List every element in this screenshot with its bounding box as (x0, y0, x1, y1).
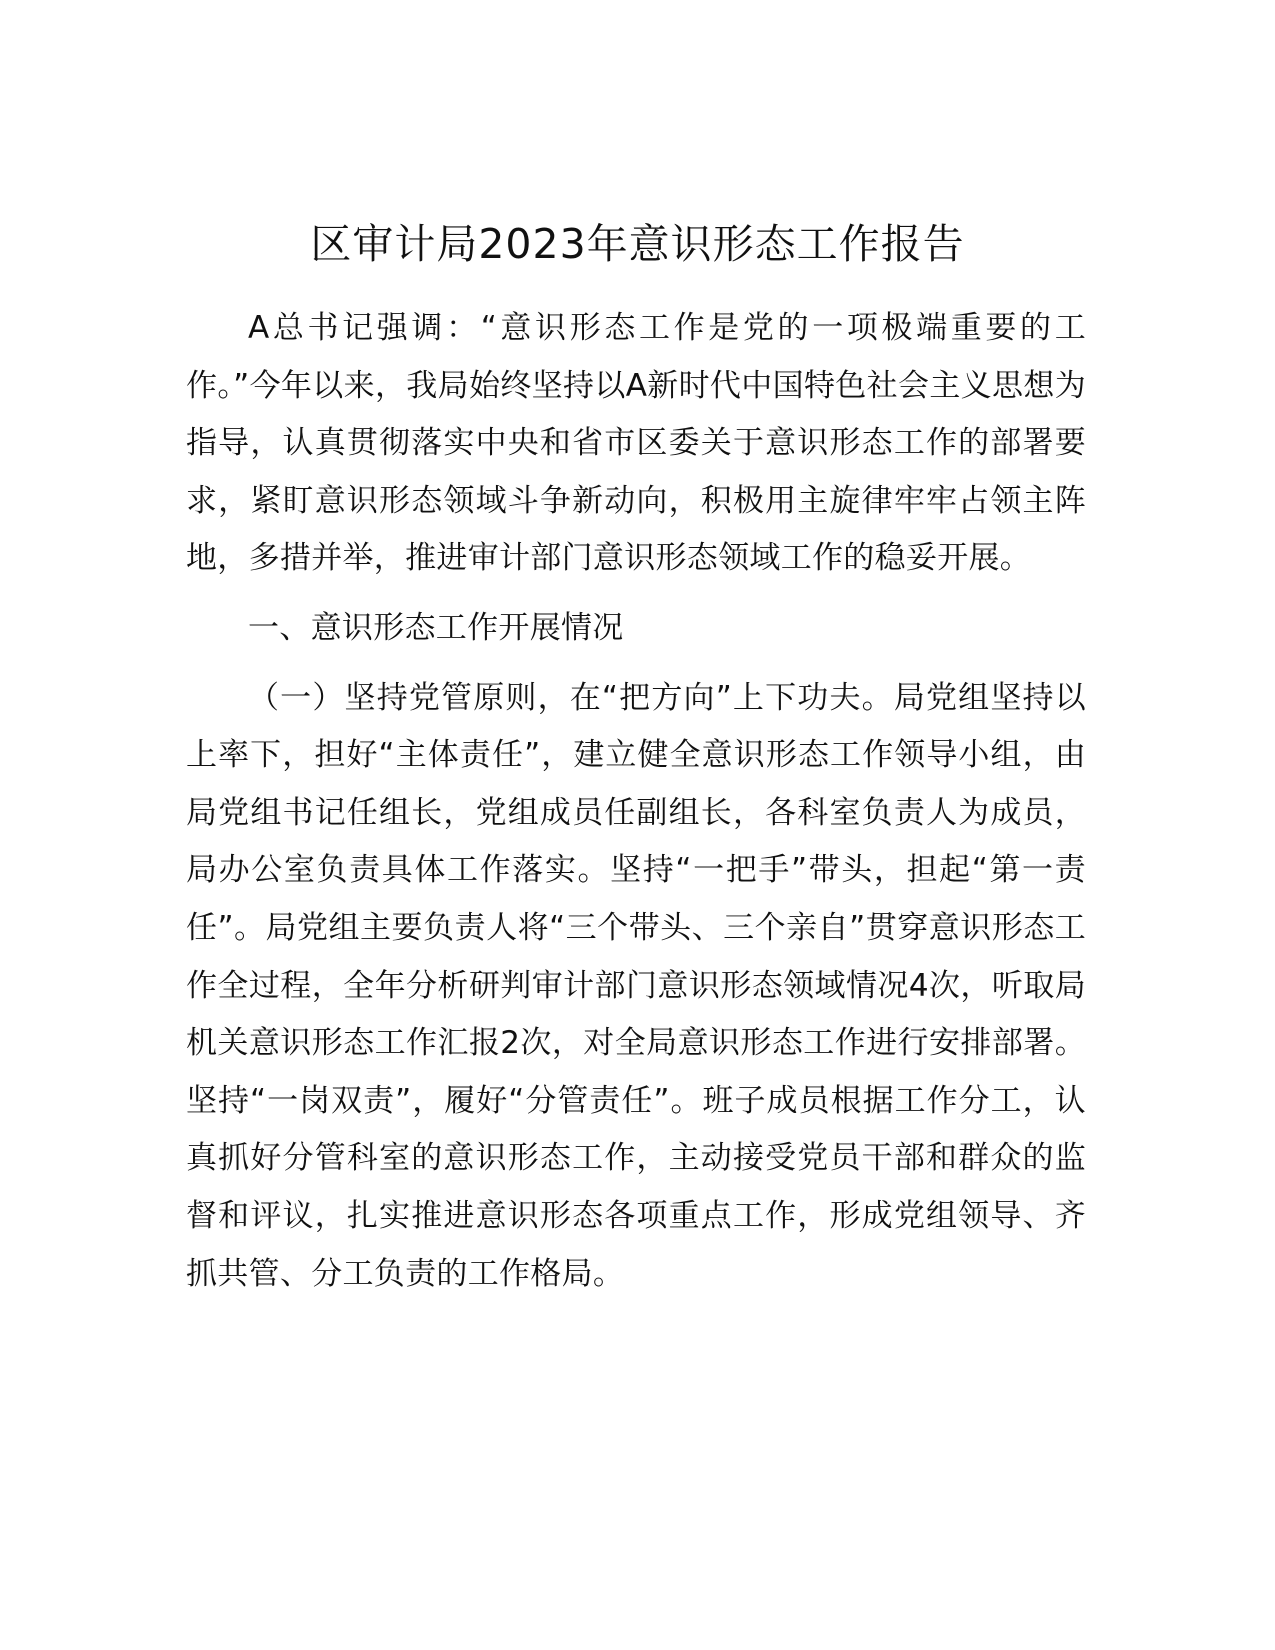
intro-paragraph: A总书记强调：“意识形态工作是党的一项极端重要的工作。”今年以来，我局始终坚持以A新时代中国特色社会主义思想为指导，认真贯彻落实中央和省市区委关于意识形态工作的部署要求，紧盯意识形态领域斗争新动向，积极用主旋律牢牢占领主阵地，多措并举，推进审计部门意识形态领域工作的稳妥开展。 (186, 310, 1086, 577)
document-title: 区审计局2023年意识形态工作报告 (310, 220, 965, 268)
section-heading: 一、意识形态工作开展情况 (248, 609, 624, 646)
section-paragraph: （一）坚持党管原则，在“把方向”上下功夫。局党组坚持以上率下，担好“主体责任”，建立健全意识形态工作领导小组，由局党组书记任组长，党组成员任副组长，各科室负责人为成员，局办公室负责具体工作落实。坚持“一把手”带头，担起“第一责任”。局党组主要负责人将“三个带头、三个亲自”贯穿意识形态工作全过程，全年分析研判审计部门意识形态领域情况4次，听取局机关意识形态工作汇报2次，对全局意识形态工作进行安排部署。坚持“一岗双责”，履好“分管责任”。班子成员根据工作分工，认真抓好分管科室的意识形态工作，主动接受党员干部和群众的监督和评议，扎实推进意识形态各项重点工作，形成党组领导、齐抓共管、分工负责的工作格局。 (186, 679, 1086, 1292)
document-body (186, 300, 1086, 1303)
